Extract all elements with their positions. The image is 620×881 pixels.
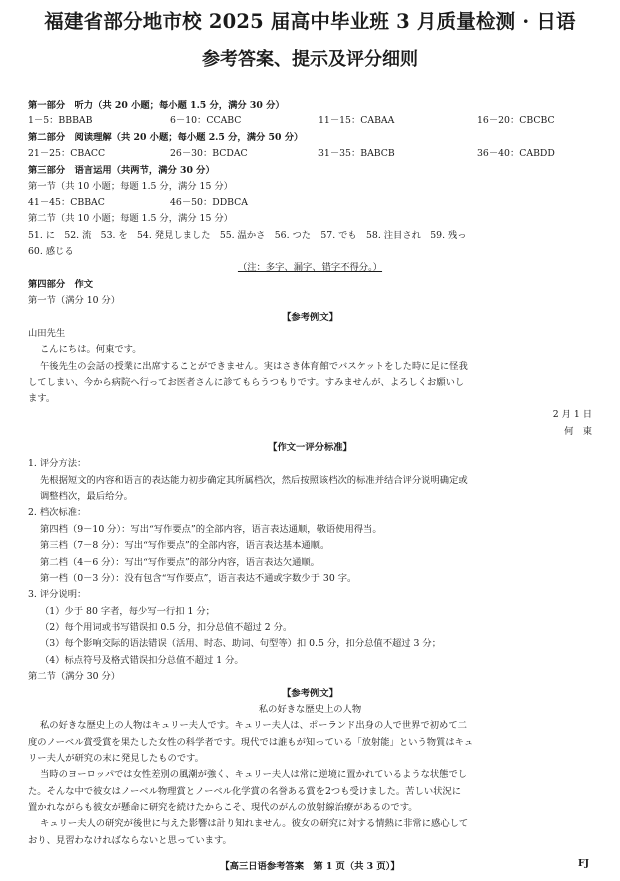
part2-answer-1: 21－25：CBACC (28, 148, 106, 159)
criteria-notes-heading: 3. 评分说明： (28, 589, 87, 600)
part4-section2-heading: 第二节（满分 30 分） (28, 671, 121, 682)
criteria-note-1: （1）少于 80 字者，每少写一行扣 1 分； (40, 606, 215, 617)
criteria-level-4: 第四档（9－10 分）：写出“写作要点”的全部内容，语言表达通顺，敬语使用得当。 (40, 524, 382, 535)
part2-heading: 第二部分 阅读理解（共 20 小题；每小题 2.5 分，满分 50 分） (28, 132, 304, 143)
part3-section2-answers-line2: 60. 感じる (28, 246, 74, 257)
grading-note: （注：多字、漏字、错字不得分。） (237, 262, 383, 273)
part4-heading: 第四部分 作文 (28, 279, 94, 290)
criteria-levels-heading: 2. 档次标准： (28, 507, 87, 518)
part2-answer-4: 36－40：CABDD (477, 148, 555, 159)
part1-answer-3: 11－15：CABAA (318, 115, 395, 126)
criteria-level-3: 第三档（7－8 分）：写出“写作要点”的全部内容，语言表达基本通顺。 (40, 540, 330, 551)
letter-signature: 何 東 (564, 426, 592, 437)
criteria-note-3: （3）每个影响交际的语法错误（活用、时态、助词、句型等）扣 0.5 分，扣分总值不超过 3 分； (40, 638, 442, 649)
letter-salutation: 山田先生 (28, 328, 66, 339)
part1-answer-2: 6－10：CCABC (170, 115, 242, 126)
criteria-note-4: （4）标点符号及格式错误扣分总值不超过 1 分。 (40, 655, 244, 666)
letter-paragraph1: こんにちは。何東です。 (40, 344, 142, 355)
part3-section1-heading: 第一节（共 10 小题；每题 1.5 分，满分 15 分） (28, 181, 233, 192)
sample-essay1-title: 【参考例文】 (282, 312, 338, 323)
criteria-note-2: （2）每个用词或书写错误扣 0.5 分，扣分总值不超过 2 分。 (40, 622, 293, 633)
essay-title: 私の好きな歴史上の人物 (258, 704, 362, 715)
part1-answer-4: 16－20：CBCBC (477, 115, 555, 126)
criteria-method-line2: 调整档次，最后给分。 (40, 491, 133, 502)
part3-heading: 第三部分 语言运用（共两节，满分 30 分） (28, 165, 215, 176)
part1-heading: 第一部分 听力（共 20 小题；每小题 1.5 分，满分 30 分） (28, 100, 285, 111)
part2-answer-3: 31－35：BABCB (318, 148, 395, 159)
essay-line: 置かれながらも彼女が懸命に研究を続けたからこそ、現代のがんの放射線治療があるのです。 (28, 802, 418, 813)
essay-line: 度のノーベル賞受賞を果たした女性の科学者です。現代では誰もが知っている「放射能」という物質はキュ (28, 737, 474, 748)
criteria-method-line1: 先根据短文的内容和语言的表达能力初步确定其所属档次，然后按照该档次的标准并结合评分说明确定或 (40, 475, 468, 486)
letter-date: 2 月 1 日 (552, 409, 592, 420)
part3-section2-heading: 第二节（共 10 小题；每题 1.5 分，满分 15 分） (28, 213, 233, 224)
criteria-method-heading: 1. 评分方法： (28, 458, 87, 469)
essay-line: 私の好きな歴史上の人物はキュリー夫人です。キュリー夫人は、ポーランド出身の人で世界で初めて二 (40, 720, 467, 731)
letter-paragraph2-line1: 午後先生の会話の授業に出席することができません。実はさき体育館でバスケットをした時に足に怪我 (40, 361, 468, 372)
criteria-level-1: 第一档（0－3 分）：没有包含“写作要点”，语言表达不通或字数少于 30 字。 (40, 573, 357, 584)
part1-answer-1: 1－5：BBBAB (28, 115, 93, 126)
part3-section2-answers-line1: 51. に 52. 流 53. を 54. 発見しました 55. 温かさ 56. つた 57. でも 58. 注目され 59. 残っ (28, 230, 467, 241)
letter-paragraph2-line2: してしまい、今から病院へ行ってお医者さんに診てもらうつもりです。すみませんが、よろしくお願いし (28, 377, 465, 388)
essay-line: た。そんな中で彼女はノーベル物理賞とノーベル化学賞の名誉ある賞を2つも受けました。苦しい状況に (28, 786, 462, 797)
sample-essay2-title: 【参考例文】 (282, 688, 338, 699)
essay-line: 当時のヨーロッパでは女性差別の風潮が強く、キュリー夫人は常に逆境に置かれているような状態でし (40, 769, 468, 780)
region-code: FJ (578, 858, 589, 869)
letter-paragraph2-line3: ます。 (28, 393, 56, 404)
document-title: 福建省部分地市校 2025 届高中毕业班 3 月质量检测 · 日语 (44, 10, 576, 33)
essay-line: リー夫人が研究の末に発見したものです。 (28, 753, 204, 764)
part2-answer-2: 26－30：BCDAC (170, 148, 248, 159)
page-footer: 【高三日语参考答案 第 1 页（共 3 页）】 (220, 861, 400, 872)
document-subtitle: 参考答案、提示及评分细则 (202, 49, 418, 70)
criteria-title: 【作文一评分标准】 (268, 442, 352, 453)
essay-line: キュリー夫人の研究が後世に与えた影響は計り知れません。彼女の研究に対する情熱に非常に感心して (40, 818, 469, 829)
essay-line: おり、見習わなければならないと思っています。 (28, 835, 232, 846)
part4-section1-heading: 第一节（满分 10 分） (28, 295, 121, 306)
criteria-level-2: 第二档（4－6 分）：写出“写作要点”的部分内容，语言表达欠通顺。 (40, 557, 320, 568)
part3-answer-1: 41－45：CBBAC (28, 197, 105, 208)
part3-answer-2: 46－50：DDBCA (170, 197, 248, 208)
